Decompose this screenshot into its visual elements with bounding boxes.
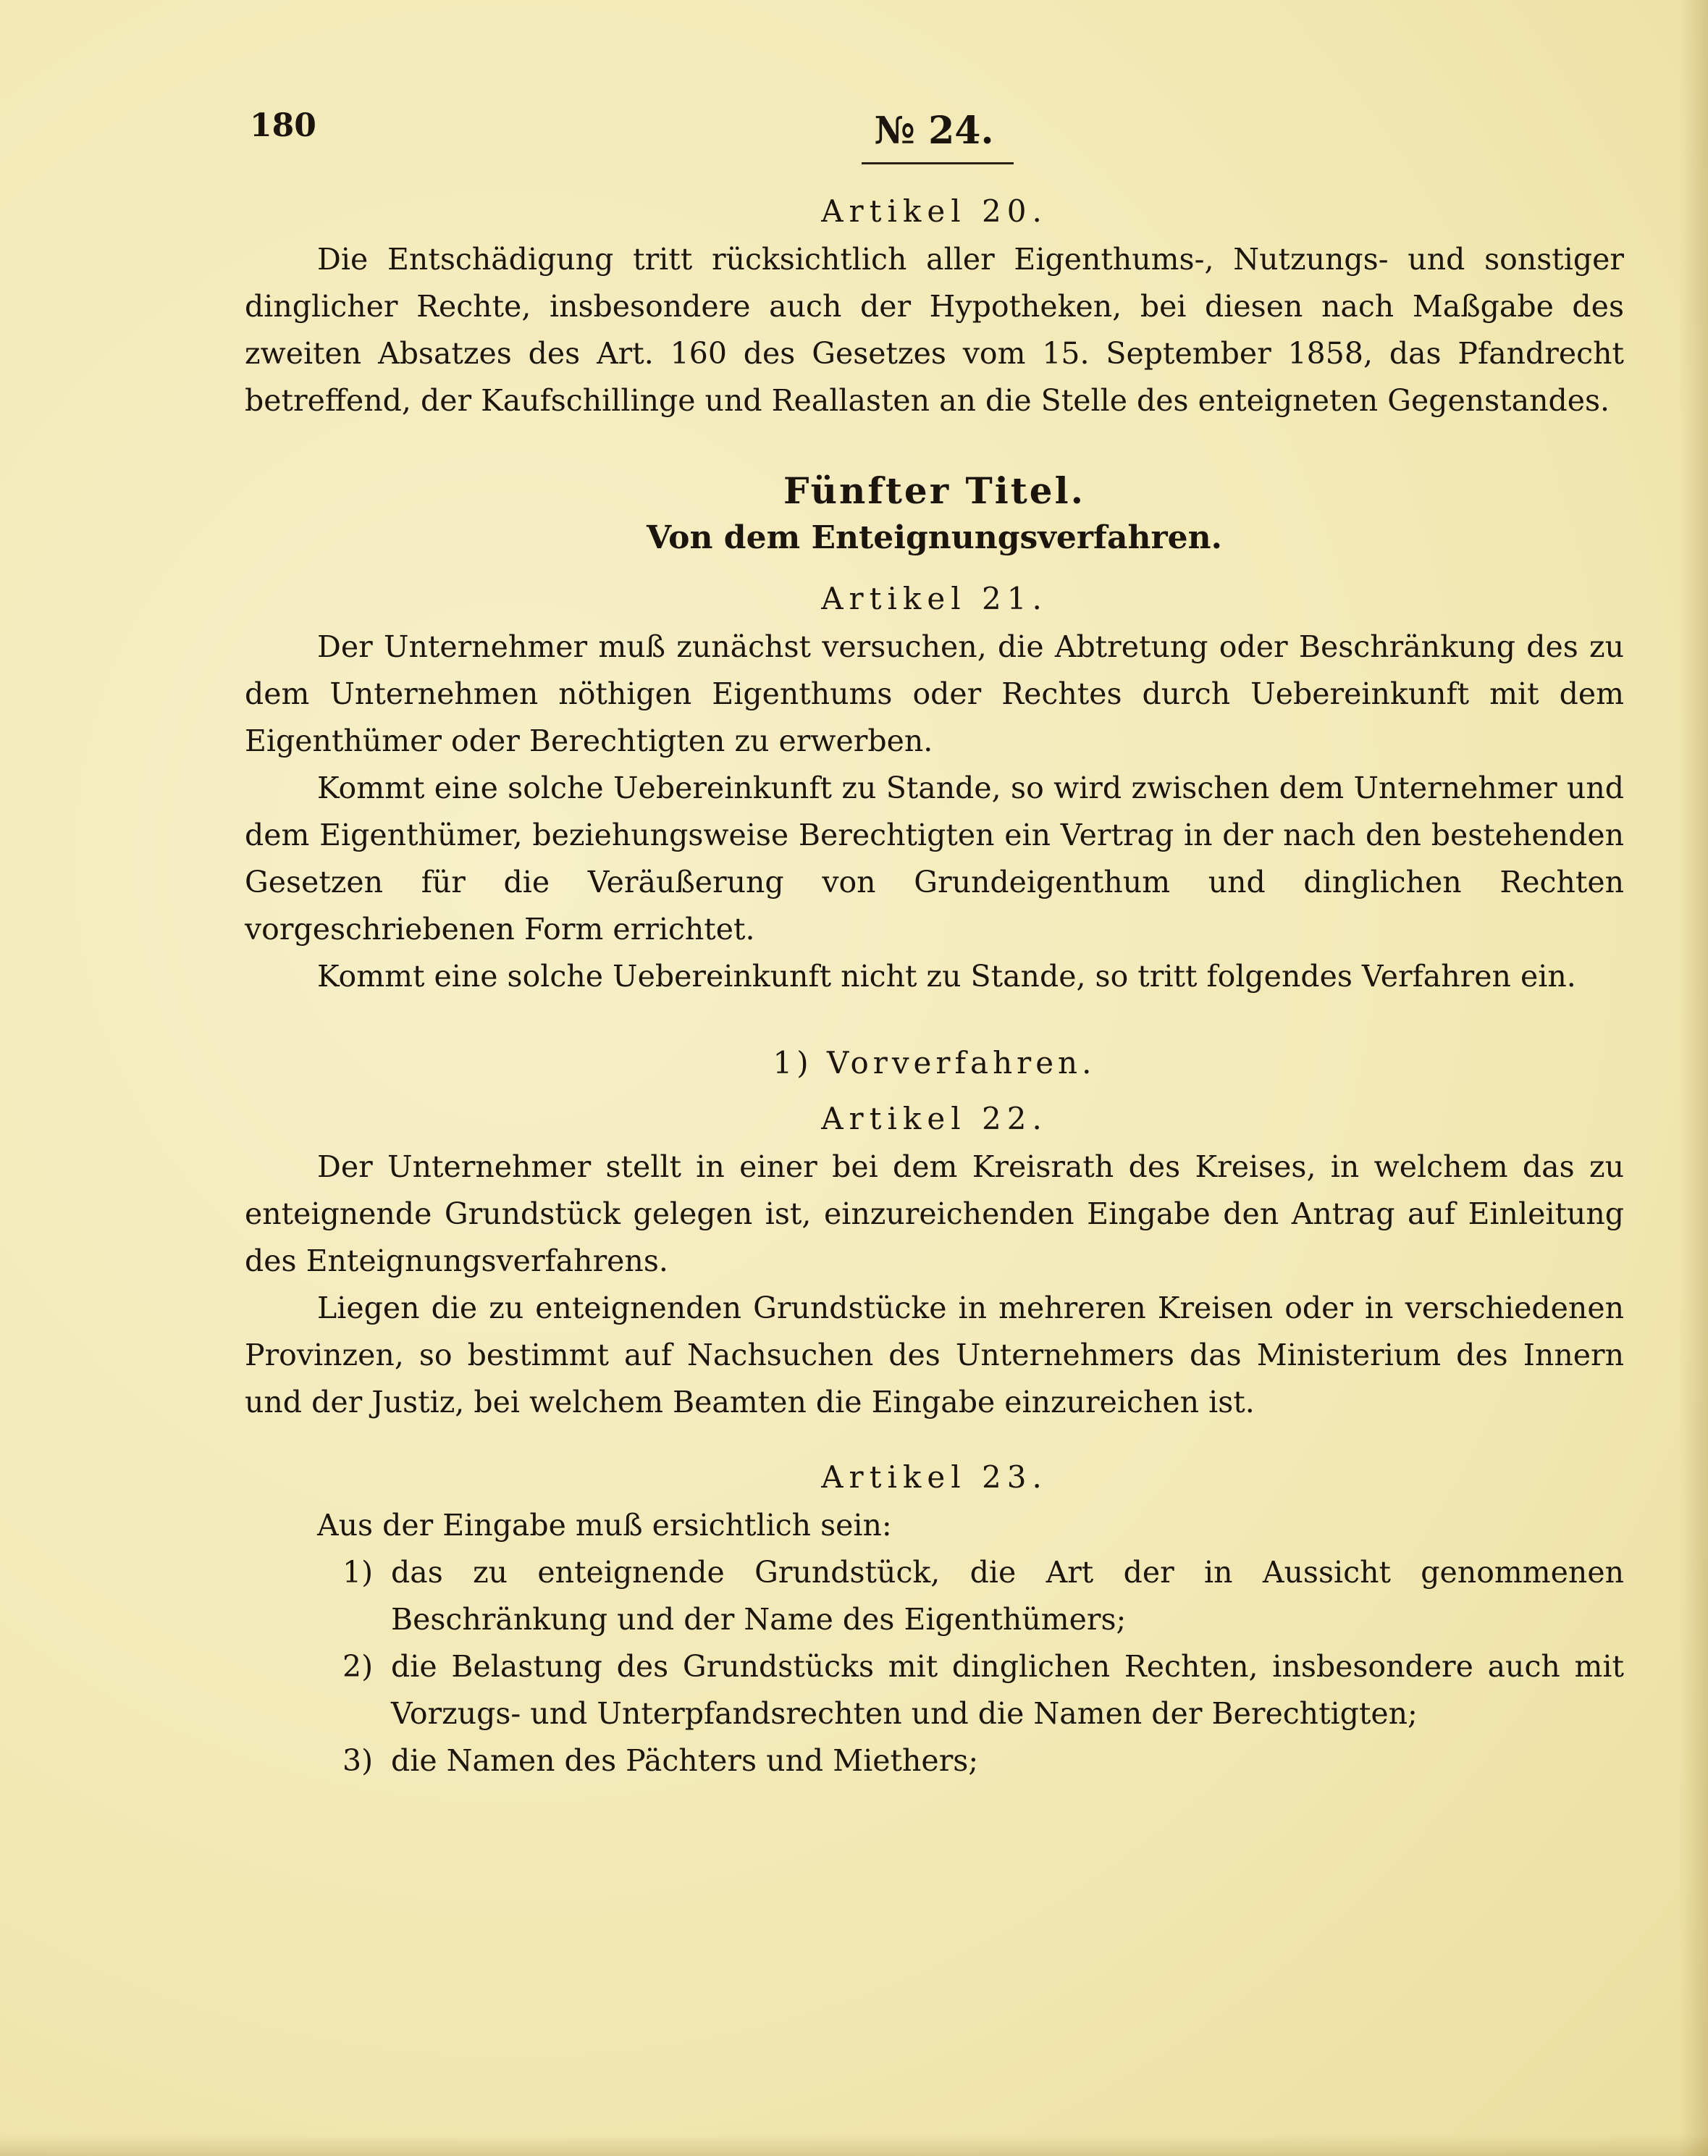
article-20-heading: Artikel 20. (821, 193, 1048, 229)
list-item-number: 2) (342, 1649, 374, 1684)
list-item-text: die Namen des Pächters und Miethers; (391, 1743, 979, 1778)
list-item (342, 1643, 1624, 1737)
section-1-heading: 1) Vorverfahren. (773, 1045, 1096, 1081)
title-five-heading: Fünfter Titel. (783, 469, 1085, 512)
page-edge-shadow (1679, 0, 1708, 2156)
article-21-paragraph-3: Kommt eine solche Uebereinkunft nicht zu Stande, so tritt folgendes Verfahren ein. (317, 959, 1576, 994)
article-21-paragraph-2: Kommt eine solche Uebereinkunft zu Stande, so wird zwischen dem Unternehmer und dem Eigenthümer, beziehungsweise Berechtigten ein Vertrag in der nach den bestehenden Gesetzen für die Veräußerung von Grundeigenthum und dinglichen Rechten vorgeschriebenen Form errichtet. (245, 771, 1624, 947)
article-21-paragraph-1: Der Unternehmer muß zunächst versuchen, die Abtretung oder Beschränkung des zu dem Unternehmen nöthigen Eigenthums oder Rechtes durch Uebereinkunft mit dem Eigenthümer oder Berechtigten zu erwerben. (245, 629, 1624, 758)
article-21-heading: Artikel 21. (821, 581, 1048, 616)
title-five-subtitle: Von dem Enteignungsverfahren. (647, 519, 1222, 556)
page-bottom-shadow (0, 2134, 1708, 2156)
list-item-number: 1) (342, 1555, 374, 1590)
list-item (342, 1549, 1624, 1643)
page-content (245, 185, 1624, 1784)
list-item (342, 1737, 1624, 1784)
list-item-number: 3) (342, 1743, 374, 1778)
page-number: 180 (250, 107, 316, 144)
article-23-intro: Aus der Eingabe muß ersichtlich sein: (317, 1508, 892, 1543)
article-22-paragraph-2: Liegen die zu enteignenden Grundstücke in mehreren Kreisen oder in verschiedenen Provinzen, so bestimmt auf Nachsuchen des Unternehmers das Ministerium des Innern und der Justiz, bei welchem Beamten die Eingabe einzureichen ist. (245, 1291, 1624, 1419)
article-22-heading: Artikel 22. (821, 1101, 1048, 1136)
list-item-text: die Belastung des Grundstücks mit dinglichen Rechten, insbesondere auch mit Vorzugs- und Unterpfandsrechten und die Namen der Berechtigten; (391, 1649, 1624, 1731)
article-22-paragraph-1: Der Unternehmer stellt in einer bei dem Kreisrath des Kreises, in welchem das zu enteignende Grundstück gelegen ist, einzureichenden Eingabe den Antrag auf Einleitung des Enteignungsverfahrens. (245, 1149, 1624, 1278)
issue-number: № 24. (874, 109, 994, 153)
issue-underline (862, 162, 1014, 164)
spacer (245, 1426, 1624, 1451)
article-23-heading: Artikel 23. (821, 1459, 1048, 1495)
list-item-text: das zu enteignende Grundstück, die Art der in Aussicht genommenen Beschränkung und der Name des Eigenthümers; (391, 1555, 1624, 1637)
article-20-paragraph: Die Entschädigung tritt rücksichtlich aller Eigenthums-, Nutzungs- und sonstiger dinglicher Rechte, insbesondere auch der Hypotheken, bei diesen nach Maßgabe des zweiten Absatzes des Art. 160 des Gesetzes vom 15. September 1858, das Pfandrecht betreffend, der Kaufschillinge und Reallasten an die Stelle des enteigneten Gegenstandes. (245, 242, 1624, 418)
